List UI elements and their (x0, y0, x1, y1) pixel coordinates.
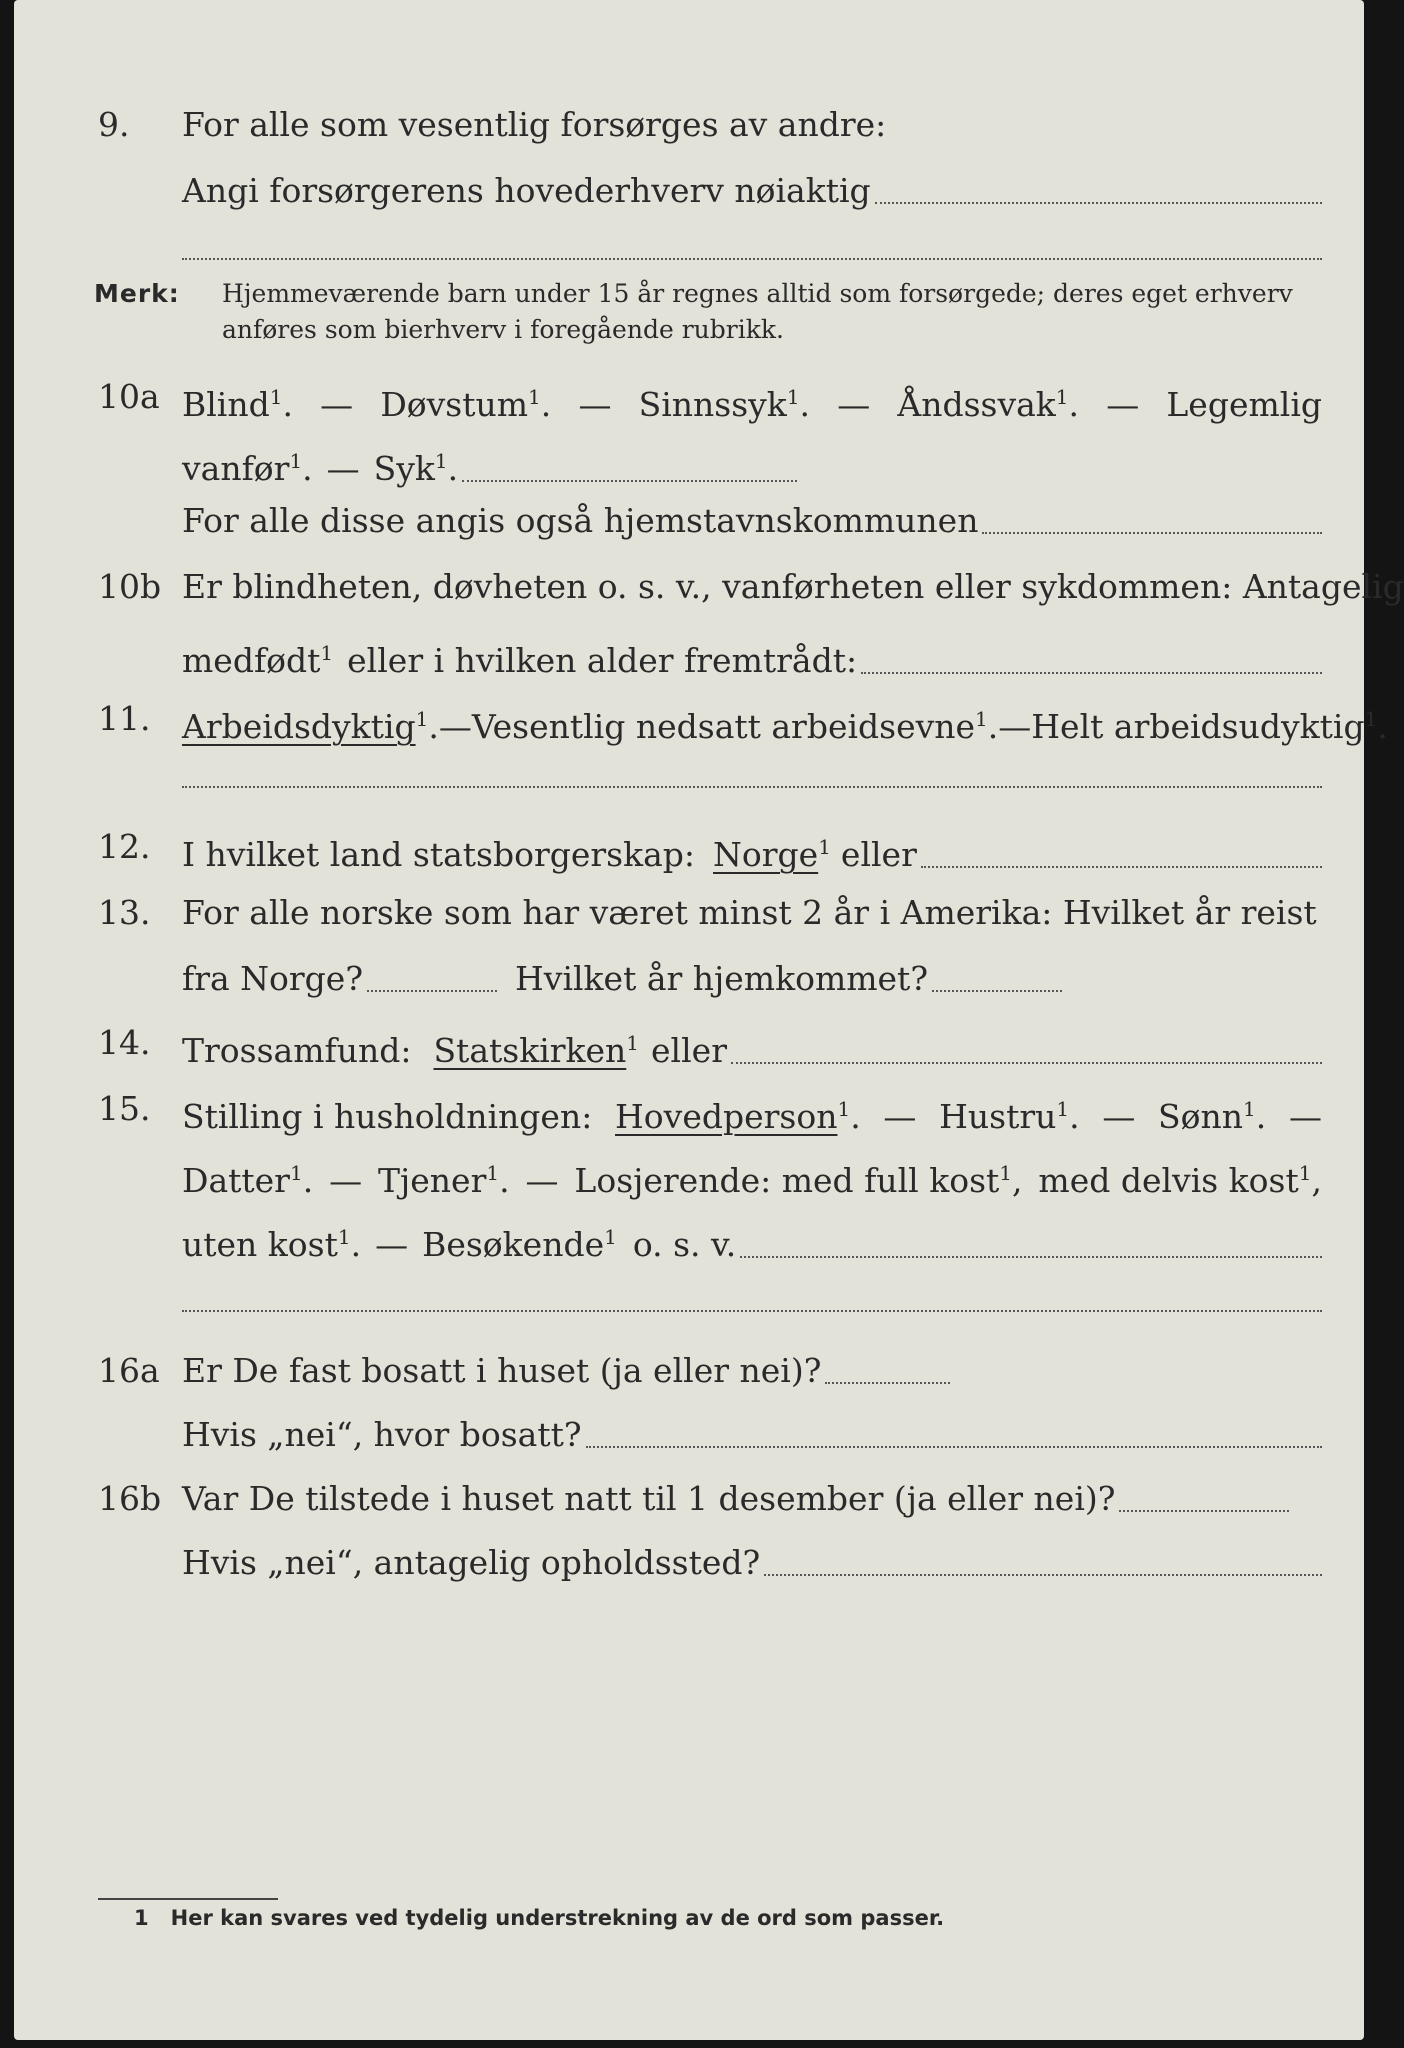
q10a-vanfor[interactable]: vanfør (182, 449, 290, 488)
q12-number: 12. (98, 827, 151, 866)
q14-number: 14. (98, 1023, 151, 1062)
q16b-tilstede-field[interactable] (1119, 1508, 1289, 1512)
q9-line1 (14, 100, 1364, 150)
q15-line3: uten kost$^1$. — Besøkende$^1$ o. s. v. (14, 1212, 1364, 1262)
q13-line2 (14, 954, 1364, 1004)
q15-osv: o. s. v. (632, 1225, 737, 1264)
q10a-syk[interactable]: Syk (373, 449, 435, 488)
q10a-line1: 10a Blind$^1$. — Døvstum$^1$. — Sinnssyk$^1$. — Åndssvak$^1$. — Legemlig (14, 372, 1364, 422)
q13-text: For alle norske som har været minst 2 år i Amerika: Hvilket år reist (182, 893, 1317, 932)
q13-hjemkommet-field[interactable] (932, 988, 1062, 992)
q10a-blind[interactable]: Blind (182, 385, 270, 424)
q10b-number: 10b (98, 567, 162, 606)
q15-besokende[interactable]: Besøkende (422, 1225, 605, 1264)
q15-losjerende[interactable]: Losjerende: med full kost (574, 1161, 1000, 1200)
merk-note-2 (14, 312, 1364, 348)
q10a-line3 (14, 496, 1364, 546)
q12-land-field[interactable] (921, 864, 1322, 868)
q12-norge[interactable]: Norge (713, 835, 819, 874)
q15-stilling-field[interactable] (740, 1254, 1322, 1258)
q10a-syk-field[interactable] (462, 478, 797, 482)
q16b-number: 16b (98, 1479, 162, 1518)
q16b-opholdssted-field[interactable] (764, 1572, 1322, 1576)
q10a-hjemstavn-label: For alle disse angis også hjemstavnskommunen (182, 501, 979, 540)
q9-line2 (14, 166, 1364, 216)
footnote-mark: 1 (134, 1906, 149, 1930)
footnote-rule (98, 1898, 278, 1900)
q11-udyktig[interactable]: Helt arbeidsudyktig (1031, 707, 1365, 746)
merk-line1: Hjemmeværende barn under 15 år regnes alltid som forsørgede; deres eget erhverv (222, 279, 1293, 308)
q10a-sinnssyk[interactable]: Sinnssyk (638, 385, 787, 424)
footnote-text: Her kan svares ved tydelig understrekning av de ord som passer. (170, 1906, 945, 1930)
q14-trossamfund-field[interactable] (731, 1060, 1322, 1064)
q11-answer-line[interactable] (182, 786, 1322, 788)
q13-hjemkommet-label: Hvilket år hjemkommet? (515, 959, 929, 998)
q11-nedsatt[interactable]: Vesentlig nedsatt arbeidsevne (471, 707, 976, 746)
q16a-number: 16a (98, 1351, 160, 1390)
q13-fra-norge-label: fra Norge? (182, 959, 364, 998)
merk-line2: anføres som bierhverv i foregående rubrikk. (222, 315, 784, 344)
q12-line1: 12. I hvilket land statsborgerskap: Norge$^1$ eller (14, 822, 1364, 872)
q16a-hvor-field[interactable] (586, 1444, 1322, 1448)
q10a-dovstum[interactable]: Døvstum (380, 385, 529, 424)
q15-sonn[interactable]: Sønn (1158, 1097, 1243, 1136)
q9-answer-field[interactable] (875, 200, 1322, 204)
q10b-text: Er blindheten, døvheten o. s. v., vanførheten eller sykdommen: Antagelig (182, 567, 1404, 606)
q15-line2: Datter$^1$. — Tjener$^1$. — Losjerende: med full kost$^1$, med delvis kost$^1$, (182, 1161, 1322, 1200)
q16b-line2 (14, 1538, 1364, 1588)
q14-line1: 14. Trossamfund: Statskirken$^1$ eller (14, 1018, 1364, 1068)
q9-hovederhverv-label: Angi forsørgerens hovederhverv nøiaktig (182, 171, 871, 210)
q15-tjener[interactable]: Tjener (378, 1161, 487, 1200)
q10b-medfodt[interactable]: medfødt (182, 641, 321, 680)
q13-reist-field[interactable] (367, 988, 497, 992)
q16a-line2 (14, 1410, 1364, 1460)
q16a-bosatt-field[interactable] (825, 1380, 950, 1384)
q13-number: 13. (98, 893, 151, 932)
q15-delvis[interactable]: med delvis kost (1038, 1161, 1299, 1200)
q9-answer-line2[interactable] (182, 258, 1322, 260)
q10a-legemlig[interactable]: Legemlig (1166, 385, 1322, 424)
q16b-opholdssted-label: Hvis „nei“, antagelig opholdssted? (182, 1543, 761, 1582)
q9-text: For alle som vesentlig forsørges av andre: (182, 105, 887, 144)
q10b-line1 (14, 562, 1404, 612)
q16a-hvor-label: Hvis „nei“, hvor bosatt? (182, 1415, 582, 1454)
q11-arbeidsdyktig[interactable]: Arbeidsdyktig (182, 707, 416, 746)
q14-statskirken[interactable]: Statskirken (433, 1031, 627, 1070)
q13-line1 (14, 888, 1364, 938)
q10a-line2: vanfør$^1$. — Syk$^1$. (14, 436, 1364, 486)
q10a-andssvak[interactable]: Åndssvak (897, 385, 1056, 424)
q10b-alder-field[interactable] (861, 670, 1322, 674)
q10b-alder-label: eller i hvilken alder fremtrådt: (347, 641, 858, 680)
q15-hustru[interactable]: Hustru (939, 1097, 1057, 1136)
merk-label: Merk: (94, 279, 180, 308)
q12-label: I hvilket land statsborgerskap: (182, 835, 696, 874)
q11-number: 11. (98, 699, 151, 738)
census-form-page (14, 0, 1404, 2040)
q15-label: Stilling i husholdningen: (182, 1097, 593, 1136)
q14-eller: eller (651, 1031, 727, 1070)
q10b-line2: medfødt$^1$ eller i hvilken alder fremtrådt: (14, 628, 1364, 678)
q15-answer-line[interactable] (182, 1310, 1322, 1312)
q9-number: 9. (98, 105, 130, 144)
q15-uten[interactable]: uten kost (182, 1225, 338, 1264)
q15-hovedperson[interactable]: Hovedperson (615, 1097, 838, 1136)
q15-datter[interactable]: Datter (182, 1161, 290, 1200)
q11-line1: 11. Arbeidsdyktig$^1$. — Vesentlig nedsatt arbeidsevne$^1$. — Helt arbeidsudyktig$^1$. (14, 694, 1364, 744)
q10a-number: 10a (98, 377, 160, 416)
q16b-tilstede-label: Var De tilstede i huset natt til 1 desember (ja eller nei)? (182, 1479, 1116, 1518)
q12-eller: eller (840, 835, 917, 874)
q14-label: Trossamfund: (182, 1031, 412, 1070)
q15-line1: 15. Stilling i husholdningen: Hovedperson$^1$. — Hustru$^1$. — Sønn$^1$. — (14, 1084, 1364, 1134)
q16a-bosatt-label: Er De fast bosatt i huset (ja eller nei)? (182, 1351, 822, 1390)
footnote (134, 1906, 944, 1930)
q16a-line1 (14, 1346, 1364, 1396)
merk-note (14, 276, 1364, 312)
q15-number: 15. (98, 1089, 151, 1128)
q10a-hjemstavn-field[interactable] (982, 530, 1322, 534)
q16b-line1 (14, 1474, 1364, 1524)
